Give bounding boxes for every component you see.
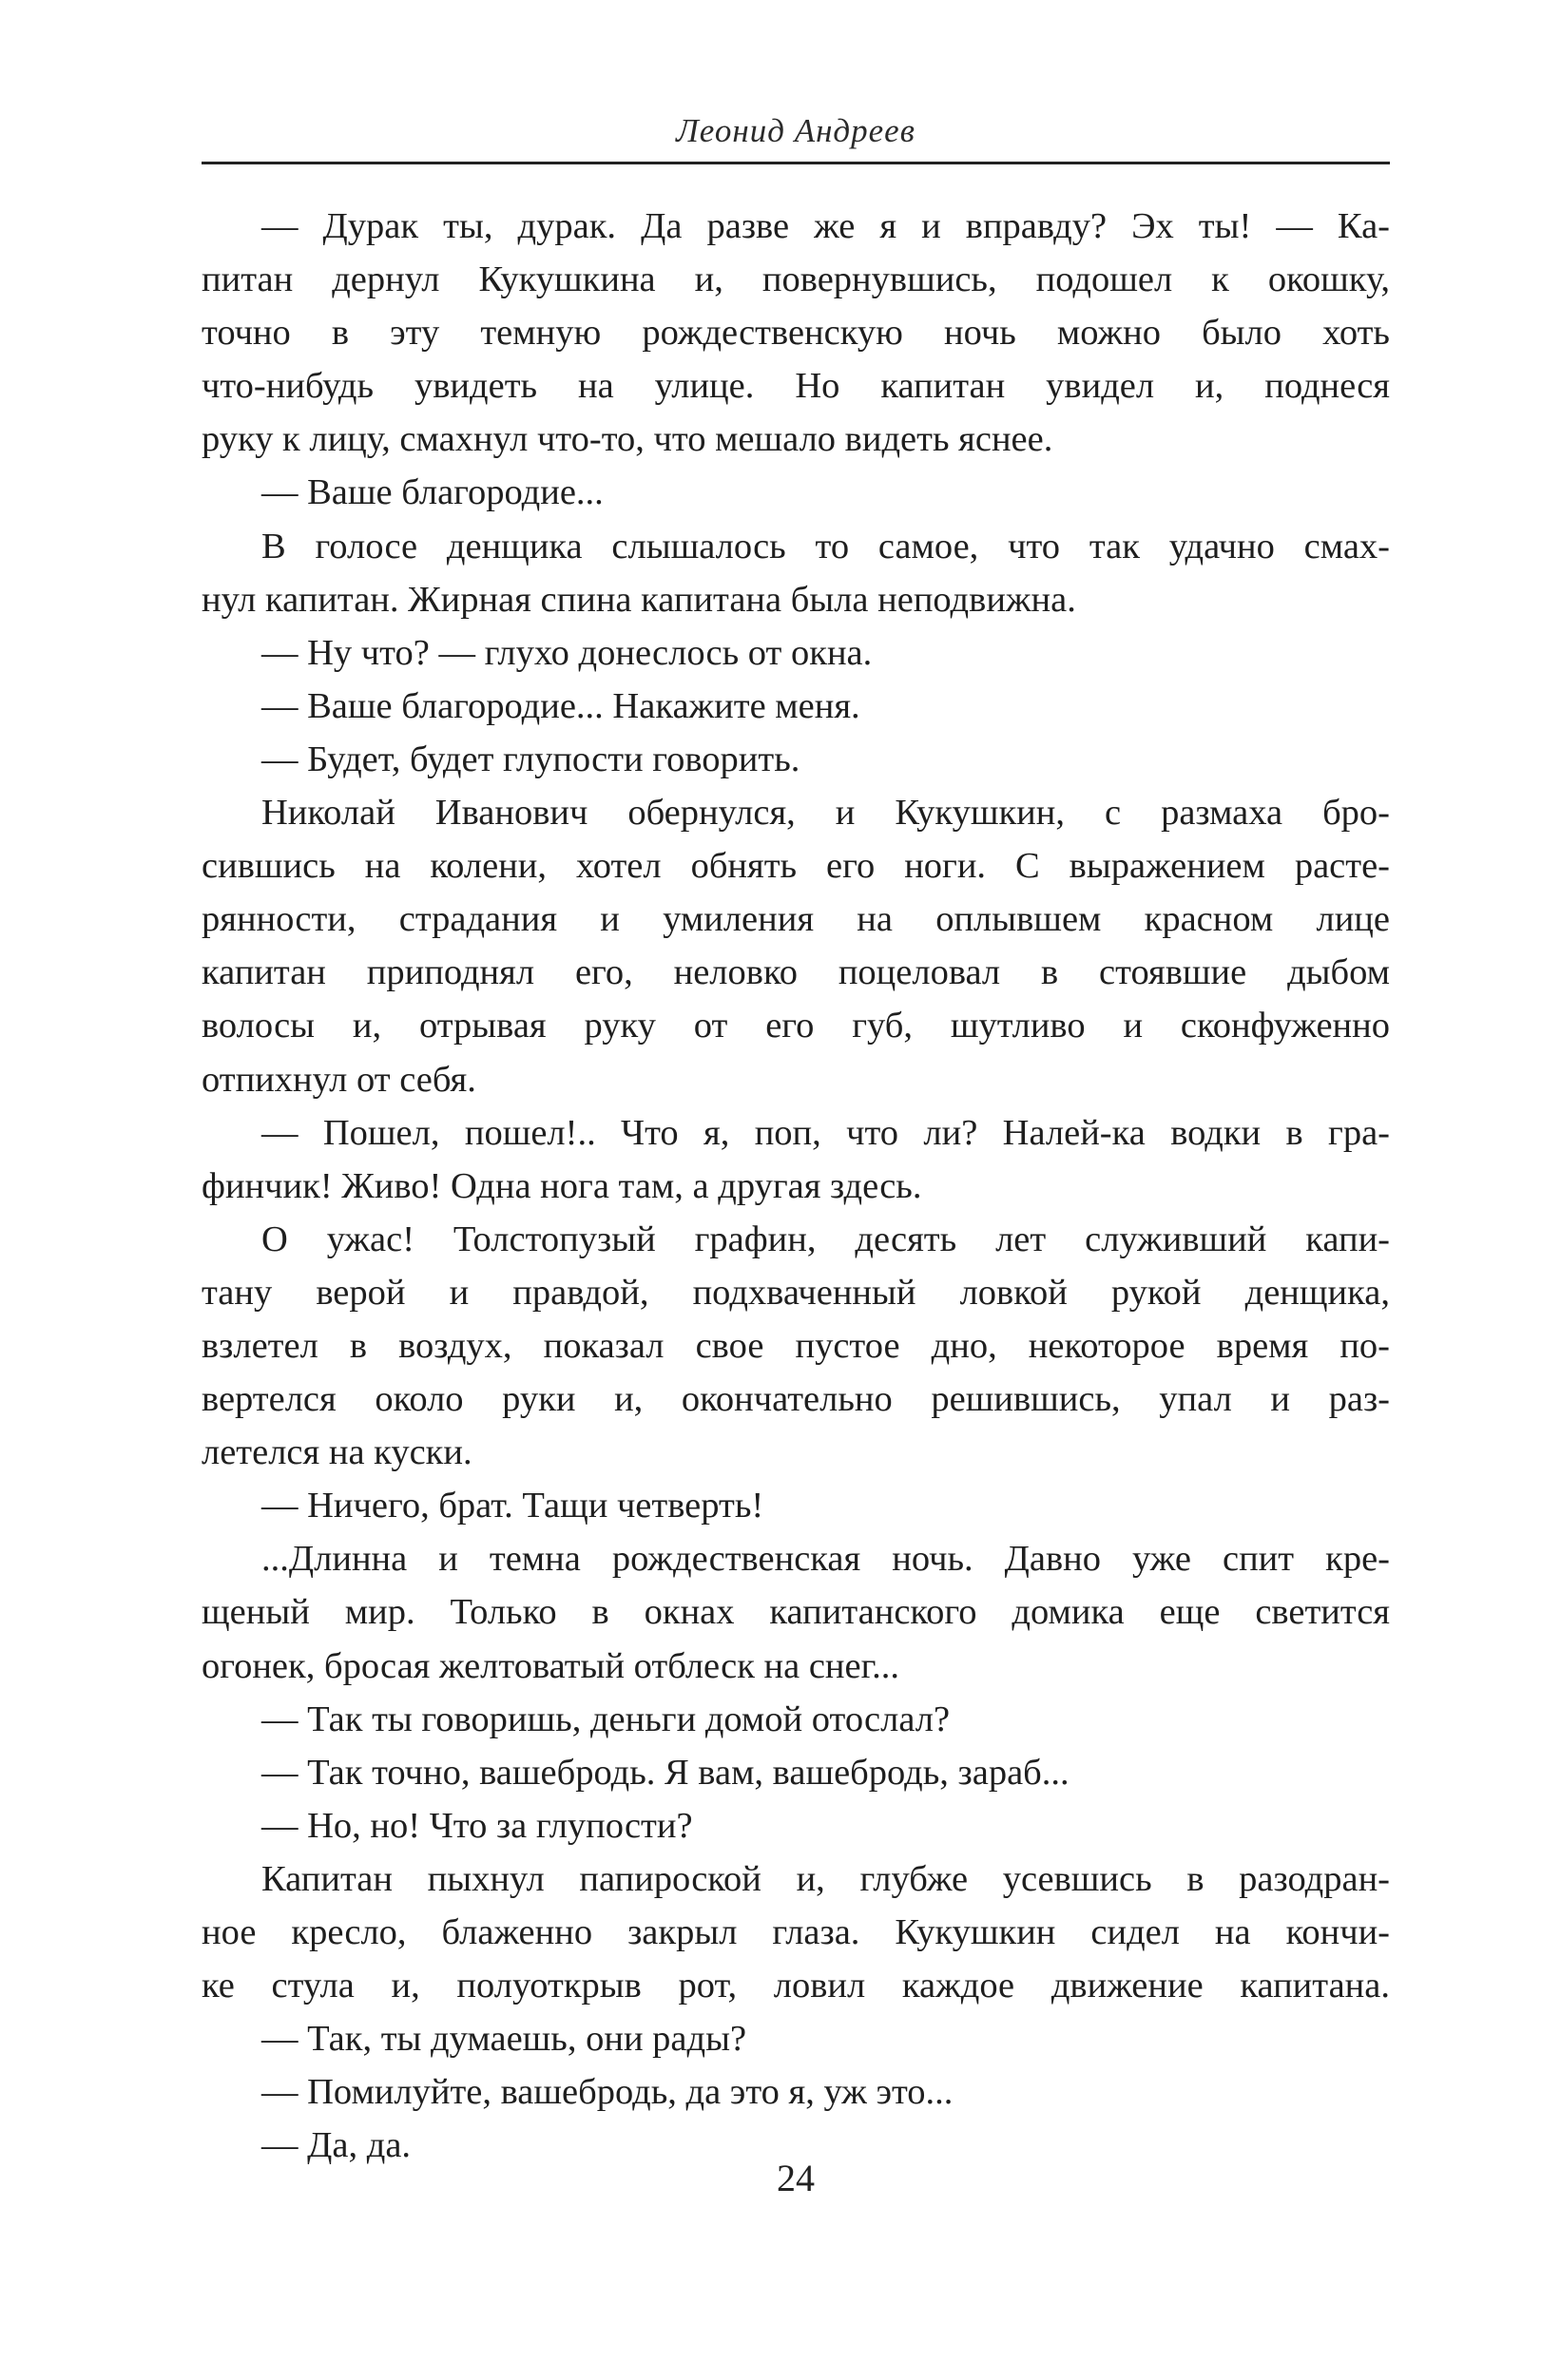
- text-line: сившись на колени, хотел обнять его ноги. С выражением расте-: [202, 846, 1390, 887]
- text-line: летелся на куски.: [202, 1432, 472, 1473]
- text-line: — Ничего, брат. Тащи четверть!: [261, 1486, 764, 1526]
- text-line: — Но, но! Что за глупости?: [261, 1805, 693, 1846]
- text-line: отпихнул от себя.: [202, 1059, 476, 1100]
- text-line: — Ваше благородие... Накажите меня.: [261, 685, 860, 726]
- header-rule: [202, 162, 1390, 164]
- text-line: руку к лицу, смахнул что-то, что мешало видеть яснее.: [202, 419, 1053, 460]
- text-line: питан дернул Кукушкина и, повернувшись, подошел к окошку,: [202, 259, 1390, 300]
- page-number: 24: [777, 2157, 815, 2199]
- text-line: ное кресло, блаженно закрыл глаза. Кукушкин сидел на кончи-: [202, 1912, 1390, 1952]
- text-line: рянности, страдания и умиления на оплывшем красном лице: [202, 899, 1390, 940]
- text-line: В голосе денщика слышалось то самое, что так удачно смах-: [261, 526, 1390, 566]
- body-text: [202, 200, 1390, 2172]
- text-line: — Ваше благородие...: [261, 472, 604, 513]
- text-line: ке стула и, полуоткрыв рот, ловил каждое движение капитана.: [202, 1966, 1390, 2006]
- text-line: финчик! Живо! Одна нога там, а другая здесь.: [202, 1165, 922, 1206]
- text-line: Николай Иванович обернулся, и Кукушкин, с размаха бро-: [261, 793, 1390, 834]
- text-line: щеный мир. Только в окнах капитанского домика еще светится: [202, 1592, 1390, 1633]
- text-line: вертелся около руки и, окончательно решившись, упал и раз-: [202, 1379, 1390, 1420]
- text-line: — Так точно, вашебродь. Я вам, вашебродь, зараб...: [261, 1752, 1070, 1793]
- text-line: ...Длинна и темна рождественская ночь. Давно уже спит кре-: [261, 1539, 1390, 1580]
- text-line: О ужас! Толстопузый графин, десять лет служивший капи-: [261, 1219, 1390, 1259]
- text-line: тану верой и правдой, подхваченный ловкой рукой денщика,: [202, 1272, 1390, 1313]
- text-line: огонек, бросая желтоватый отблеск на снег...: [202, 1645, 899, 1686]
- text-line: — Так ты говоришь, деньги домой отослал?: [261, 1699, 951, 1739]
- text-line: Капитан пыхнул папироской и, глубже усевшись в разодран-: [261, 1858, 1390, 1899]
- text-line: — Ну что? — глухо донеслось от окна.: [261, 632, 873, 673]
- text-line: нул капитан. Жирная спина капитана была неподвижна.: [202, 579, 1076, 620]
- text-line: что-нибудь увидеть на улице. Но капитан увидел и, поднеся: [202, 366, 1390, 407]
- text-line: — Так, ты думаешь, они рады?: [261, 2019, 747, 2060]
- text-line: волосы и, отрывая руку от его губ, шутливо и сконфуженно: [202, 1006, 1390, 1046]
- text-line: взлетел в воздух, показал свое пустое дно, некоторое время по-: [202, 1325, 1390, 1366]
- text-line: — Помилуйте, вашебродь, да это я, уж это...: [261, 2072, 954, 2113]
- text-line: — Пошел, пошел!.. Что я, поп, что ли? Налей-ка водки в гра-: [261, 1112, 1390, 1153]
- text-line: точно в эту темную рождественскую ночь можно было хоть: [202, 313, 1390, 354]
- text-line: — Да, да.: [261, 2125, 412, 2166]
- text-line: — Дурак ты, дурак. Да разве же я и вправду? Эх ты! — Ка-: [261, 206, 1390, 246]
- text-line: капитан приподнял его, неловко поцеловал в стоявшие дыбом: [202, 952, 1390, 993]
- text-line: — Будет, будет глупости говорить.: [261, 739, 800, 779]
- running-title: Леонид Андреев: [676, 112, 915, 149]
